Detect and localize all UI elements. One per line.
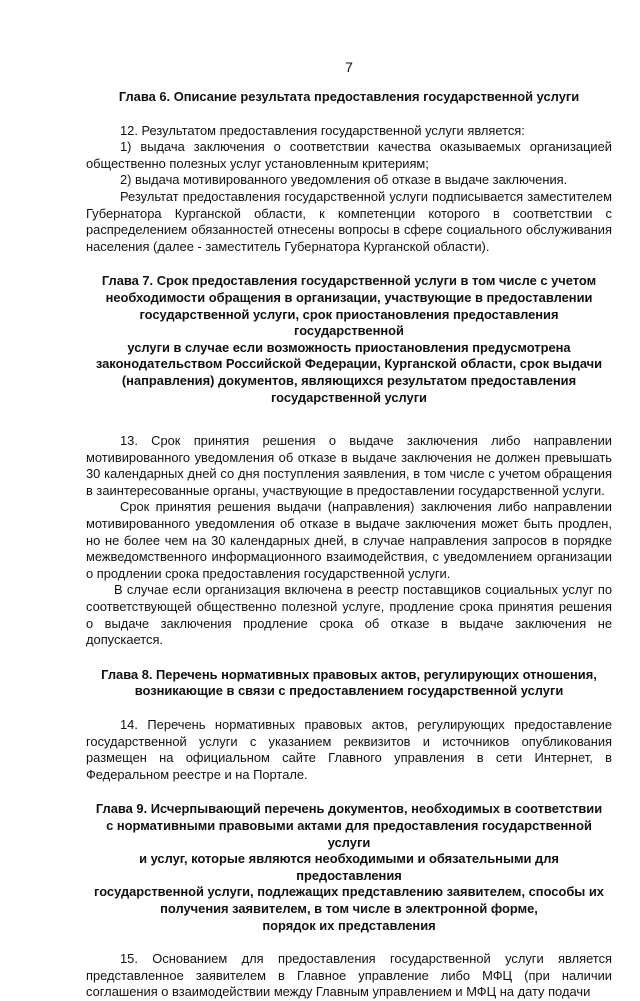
chapter-6-heading: Глава 6. Описание результата предоставления государственной услуги (118, 89, 580, 104)
chapter-7-heading (86, 273, 612, 406)
chapter-7-heading-line: государственной услуги, срок приостановления предоставления государственной (139, 306, 559, 339)
chapter-9-heading-line: и услуг, которые являются необходимыми и обязательными для предоставления (139, 851, 559, 883)
chapter-9-heading-line: государственной услуги, подлежащих представлению заявителем, способы их (94, 884, 604, 900)
chapter-6-paragraph-12: 12. Результатом предоставления государственной услуги является: (120, 122, 525, 138)
chapter-6-item-1: 1) выдача заключения о соответствии качества оказываемых организацией общественно полезных услуг установленным критериям; (86, 139, 612, 171)
chapter-7-heading-line: Глава 7. Срок предоставления государственной услуги в том числе с учетом (101, 273, 597, 289)
chapter-7-heading-line: законодательством Российской Федерации, Курганской области, срок выдачи (95, 356, 603, 372)
chapter-8-paragraph-14: 14. Перечень нормативных правовых актов, регулирующих предоставление государственной услуги с указанием реквизитов и источников опубликования размещен на официальном сайте Главного управления в сети Интернет, в Федеральном реестре и на Портале. (86, 717, 612, 782)
page-number: 7 (345, 59, 353, 75)
chapter-6-item-2: 2) выдача мотивированного уведомления об отказе в выдаче заключения. (120, 172, 568, 188)
chapter-7-heading-line: услуги в случае если возможность приостановления предусмотрена (127, 339, 571, 355)
chapter-7-paragraph-13: 13. Срок принятия решения о выдаче заключения либо направлении мотивированного уведомления об отказе в выдаче заключения не должен превышать 30 календарных дней со дня поступления заявления, в том числе с учетом обращения в заинтересованные органы, участвующие в предоставлении государственной услуги. (86, 433, 612, 498)
chapter-9-heading-line: порядок их представления (262, 917, 436, 933)
chapter-9-heading (86, 801, 612, 934)
chapter-9-heading-line: с нормативными правовыми актами для предоставления государственной услуги (106, 817, 592, 850)
chapter-7-heading-line: (направления) документов, являющихся результатом предоставления (121, 372, 577, 388)
chapter-8-heading-line: Глава 8. Перечень нормативных правовых актов, регулирующих отношения, (101, 666, 597, 682)
chapter-7-heading-line: необходимости обращения в организации, участвующие в предоставлении (105, 289, 593, 305)
chapter-8-heading (86, 667, 612, 700)
chapter-7-heading-line: государственной услуги (270, 389, 427, 405)
chapter-6-result-paragraph: Результат предоставления государственной услуги подписывается заместителем Губернатора Курганской области, к компетенции которого в соответствии с распределением обязанностей отнесены вопросы в сфере социального обслуживания населения (далее - заместитель Губернатора Курганской области). (86, 188, 612, 254)
chapter-8-heading-line: возникающие в связи с предоставлением государственной услуги (134, 683, 564, 699)
chapter-7-registry-paragraph: В случае если организация включена в реестр поставщиков социальных услуг по соответствующей общественно полезной услуге, продление срока принятия решения о выдаче заключения продление срока об отказе в выдаче заключения не допускается. (86, 582, 612, 648)
chapter-9-paragraph-15: 15. Основанием для предоставления государственной услуги является представленное заявителем в Главное управление либо МФЦ (при наличии соглашения о взаимодействии между Главным управлением и МФЦ на дату подачи (86, 951, 612, 1000)
chapter-9-heading-line: Глава 9. Исчерпывающий перечень документов, необходимых в соответствии (95, 801, 603, 817)
chapter-9-heading-line: получения заявителем, в том числе в электронной форме, (160, 900, 538, 916)
chapter-7-extension-paragraph: Срок принятия решения выдачи (направления) заключения либо направлении мотивированного уведомления об отказе в выдаче заключения может быть продлен, но не более чем на 30 календарных дней, в случае направления запросов в порядке межведомственного информационного взаимодействия, с уведомлением организации о продлении срока предоставления государственной услуги. (86, 499, 612, 581)
